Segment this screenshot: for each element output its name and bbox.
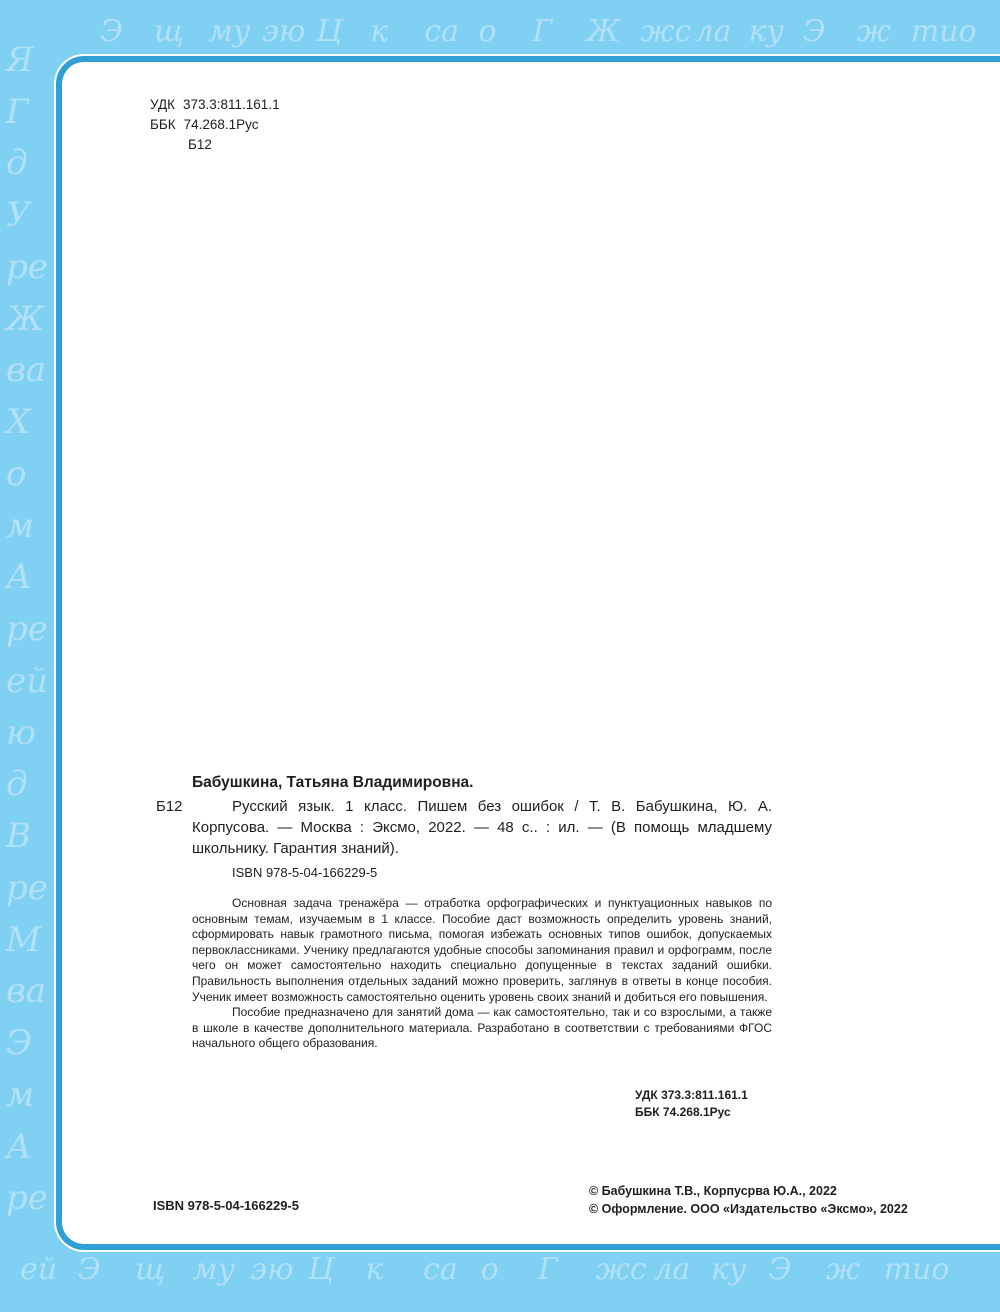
script-letter: ре	[6, 609, 48, 650]
script-letter: А	[6, 557, 32, 598]
author-name: Бабушкина, Татьяна Владимировна.	[192, 774, 474, 791]
script-letter: му	[192, 1252, 235, 1287]
script-letter: жс	[595, 1252, 647, 1287]
script-letter: ла	[694, 14, 732, 49]
udk-label: УДК	[150, 97, 175, 112]
classification-footer	[635, 1087, 748, 1121]
script-letter: ей	[6, 660, 49, 701]
script-letter: ва	[6, 350, 47, 391]
script-letter: тио	[883, 1252, 950, 1287]
script-letter: Ж	[586, 14, 621, 49]
script-letter: ла	[653, 1252, 691, 1287]
script-letter: Я	[6, 40, 34, 80]
script-letter: Г	[532, 14, 553, 49]
script-letter: А	[6, 1126, 32, 1167]
script-letter: к	[365, 1252, 384, 1287]
script-letter: ва	[6, 971, 47, 1012]
copyright-block	[589, 1182, 908, 1218]
script-letter: У	[6, 195, 31, 236]
page-sheet	[62, 62, 1000, 1244]
author-index: Б12	[156, 798, 183, 815]
script-letter: са	[423, 1252, 458, 1287]
udk-footer: УДК 373.3:811.161.1	[635, 1088, 748, 1102]
script-letter: ку	[710, 1252, 747, 1287]
script-letter: ку	[748, 14, 784, 49]
annotation-paragraph-1: Основная задача тренажёра — отработка орфографических и пунктуационных навыков по основным темам, изучаемым в 1 классе. Пособие даст возможность определить уровень знаний, сформировать навык грамотного письма, помогая избежать основных типов ошибок, допускаемых первоклассниками. Ученику предлагаются удобные способы запоминания правил и орфограмм, после чего он может самостоятельно находить специально допущенные в текстах заданий ошибки. Правильность выполнения отдельных заданий можно проверить, заглянув в ответы в конце пособия. Ученик имеет возможность самостоятельно оценить уровень своих знаний и добиться его повышения.	[192, 896, 772, 1004]
script-letter: Э	[77, 1252, 101, 1287]
script-letter: Г	[6, 91, 29, 132]
author-code: Б12	[188, 137, 212, 152]
bbk-footer: ББК 74.268.1Рус	[635, 1105, 731, 1119]
isbn-footer: ISBN 978-5-04-166229-5	[153, 1198, 299, 1213]
udk-value: 373.3:811.161.1	[182, 97, 280, 112]
script-letter: му	[208, 14, 251, 49]
copyright-publisher: © Оформление. ООО «Издательство «Эксмо», 2022	[589, 1202, 908, 1216]
isbn-line: ISBN 978-5-04-166229-5	[232, 865, 378, 880]
script-letter: о	[480, 1252, 499, 1287]
classification-header	[150, 95, 280, 155]
script-letter: ю	[6, 712, 36, 753]
script-letter: В	[6, 816, 31, 857]
script-letter: ре	[6, 246, 48, 287]
script-letter: ж	[856, 14, 891, 49]
script-letter: ре	[6, 867, 48, 908]
bbk-label: ББК	[150, 117, 176, 132]
script-letter: Ц	[307, 1252, 335, 1287]
script-letter: д	[6, 143, 28, 184]
script-letter: щ	[154, 14, 185, 49]
script-letter: м	[6, 1074, 35, 1115]
script-letter: жс	[640, 14, 692, 49]
script-letter: са	[424, 14, 459, 49]
script-letter: эю	[250, 1252, 294, 1287]
script-letter: Ц	[316, 14, 343, 49]
script-letter: эю	[262, 14, 306, 49]
bibliographic-description	[192, 796, 772, 859]
script-letter: Э	[6, 1023, 33, 1064]
script-letter: к	[370, 14, 389, 49]
script-letter: ре	[6, 1178, 48, 1219]
script-letter: Г	[538, 1252, 559, 1287]
script-letter: о	[6, 453, 27, 494]
bibliographic-text: Русский язык. 1 класс. Пишем без ошибок / Т. В. Бабушкина, Ю. А. Корпусова. — Москва : Эксмо, 2022. — 48 с.. : ил. — (В помощь младшему школьнику. Гарантия знаний).	[192, 798, 772, 857]
script-letter: м	[6, 505, 35, 546]
copyright-authors: © Бабушкина Т.В., Корпусрва Ю.А., 2022	[589, 1184, 837, 1198]
script-letter: Ж	[6, 298, 45, 339]
bbk-value: 74.268.1Рус	[183, 117, 259, 132]
annotation	[192, 896, 772, 1052]
script-letter: щ	[135, 1252, 166, 1287]
script-letter: Х	[6, 402, 31, 443]
script-letter: Э	[768, 1252, 792, 1287]
script-letter: Э	[100, 14, 123, 49]
annotation-paragraph-2: Пособие предназначено для занятий дома — как самостоятельно, так и со взрослыми, а также в школе в качестве дополнительного материала. Разработано в соответствии с требованиями ФГОС начального общего образования.	[192, 1005, 772, 1051]
script-letter: о	[478, 14, 497, 49]
script-letter: ж	[826, 1252, 861, 1287]
script-letter: Э	[802, 14, 826, 49]
script-letter: М	[6, 919, 41, 960]
script-letter: д	[6, 764, 28, 805]
script-letter: ей	[20, 1252, 58, 1287]
script-letter: тио	[910, 14, 977, 49]
